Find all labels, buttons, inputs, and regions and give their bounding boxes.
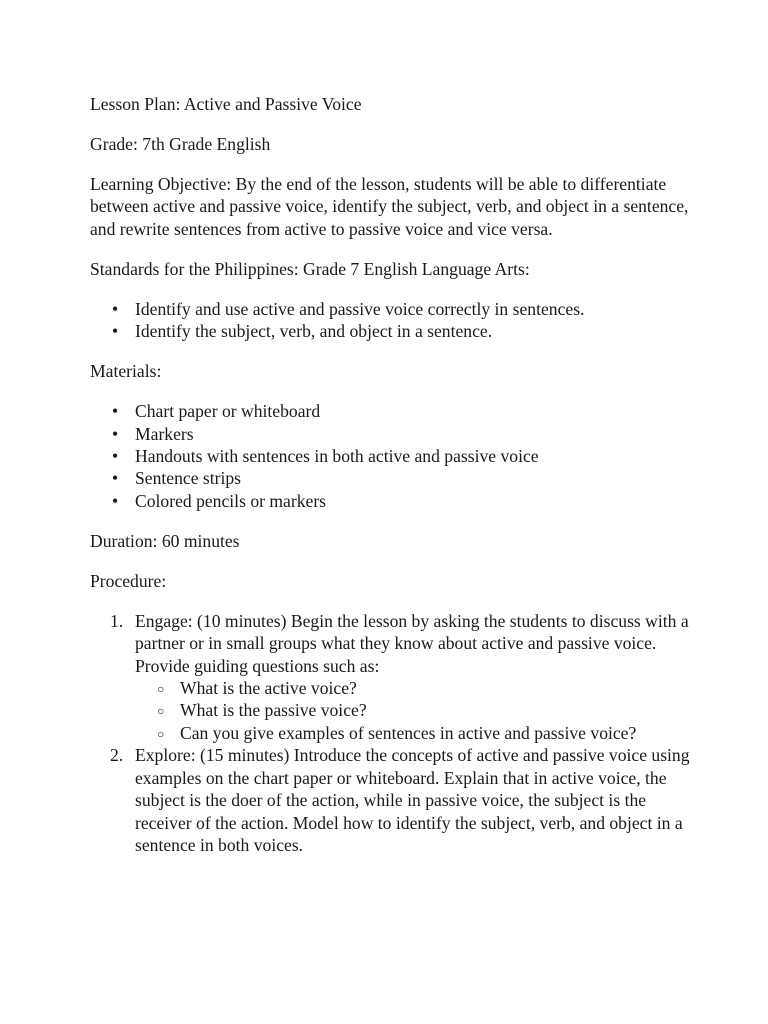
list-item <box>90 320 690 342</box>
procedure-heading: Procedure: <box>90 570 167 591</box>
list-item-text: What is the passive voice? <box>180 700 367 721</box>
bullet-icon: • <box>112 423 119 444</box>
list-item-text: Chart paper or whiteboard <box>135 401 321 422</box>
list-item-text: Markers <box>135 423 194 444</box>
materials-list <box>90 400 690 512</box>
grade-line: Grade: 7th Grade English <box>90 134 271 154</box>
standards-heading: Standards for the Philippines: Grade 7 English Language Arts: <box>90 258 530 279</box>
list-item-text: Identify the subject, verb, and object in a sentence. <box>135 321 493 342</box>
bullet-icon: • <box>112 321 119 342</box>
procedure-step-engage <box>90 610 690 744</box>
list-item <box>90 423 690 445</box>
step-number: 2. <box>110 745 124 766</box>
list-item <box>135 722 690 744</box>
list-item-text: What is the active voice? <box>180 678 357 699</box>
circle-bullet-icon: ○ <box>157 704 165 719</box>
bullet-icon: • <box>112 468 119 489</box>
circle-bullet-icon: ○ <box>157 682 165 697</box>
learning-objective: Learning Objective: By the end of the lesson, students will be able to differentiate between active and passive voice, identify the subject, verb, and object in a sentence, and rewrite sentences from active to passive voice and vice versa. <box>90 174 689 239</box>
duration-line: Duration: 60 minutes <box>90 530 240 551</box>
procedure-steps <box>90 610 690 856</box>
list-item <box>90 467 690 489</box>
lesson-title: Lesson Plan: Active and Passive Voice <box>90 94 362 114</box>
list-item-text: Handouts with sentences in both active and passive voice <box>135 446 539 467</box>
bullet-icon: • <box>112 401 119 422</box>
circle-bullet-icon: ○ <box>157 726 165 741</box>
list-item <box>90 400 690 422</box>
list-item-text: Sentence strips <box>135 468 242 489</box>
list-item-text: Can you give examples of sentences in active and passive voice? <box>180 722 637 743</box>
list-item <box>135 699 690 721</box>
list-item-text: Colored pencils or markers <box>135 490 327 511</box>
materials-heading: Materials: <box>90 361 162 382</box>
procedure-step-explore <box>90 744 690 856</box>
list-item-text: Identify and use active and passive voice correctly in sentences. <box>135 298 585 319</box>
standards-list <box>90 298 690 343</box>
list-item <box>90 490 690 512</box>
step-number: 1. <box>110 610 124 631</box>
step-text: Engage: (10 minutes) Begin the lesson by asking the students to discuss with a partner or in small groups what they know about active and passive voice. Provide guiding questions such as: <box>135 610 689 676</box>
step-text: Explore: (15 minutes) Introduce the concepts of active and passive voice using examples on the chart paper or whiteboard. Explain that in active voice, the subject is the doer of the action, while in passive voice, the subject is the receiver of the action. Model how to identify the subject, verb, and object in a sentence in both voices. <box>135 745 690 855</box>
document-page <box>90 93 690 856</box>
list-item <box>135 677 690 699</box>
guiding-questions-list <box>135 677 690 744</box>
bullet-icon: • <box>112 298 119 319</box>
list-item <box>90 445 690 467</box>
list-item <box>90 298 690 320</box>
bullet-icon: • <box>112 446 119 467</box>
bullet-icon: • <box>112 490 119 511</box>
